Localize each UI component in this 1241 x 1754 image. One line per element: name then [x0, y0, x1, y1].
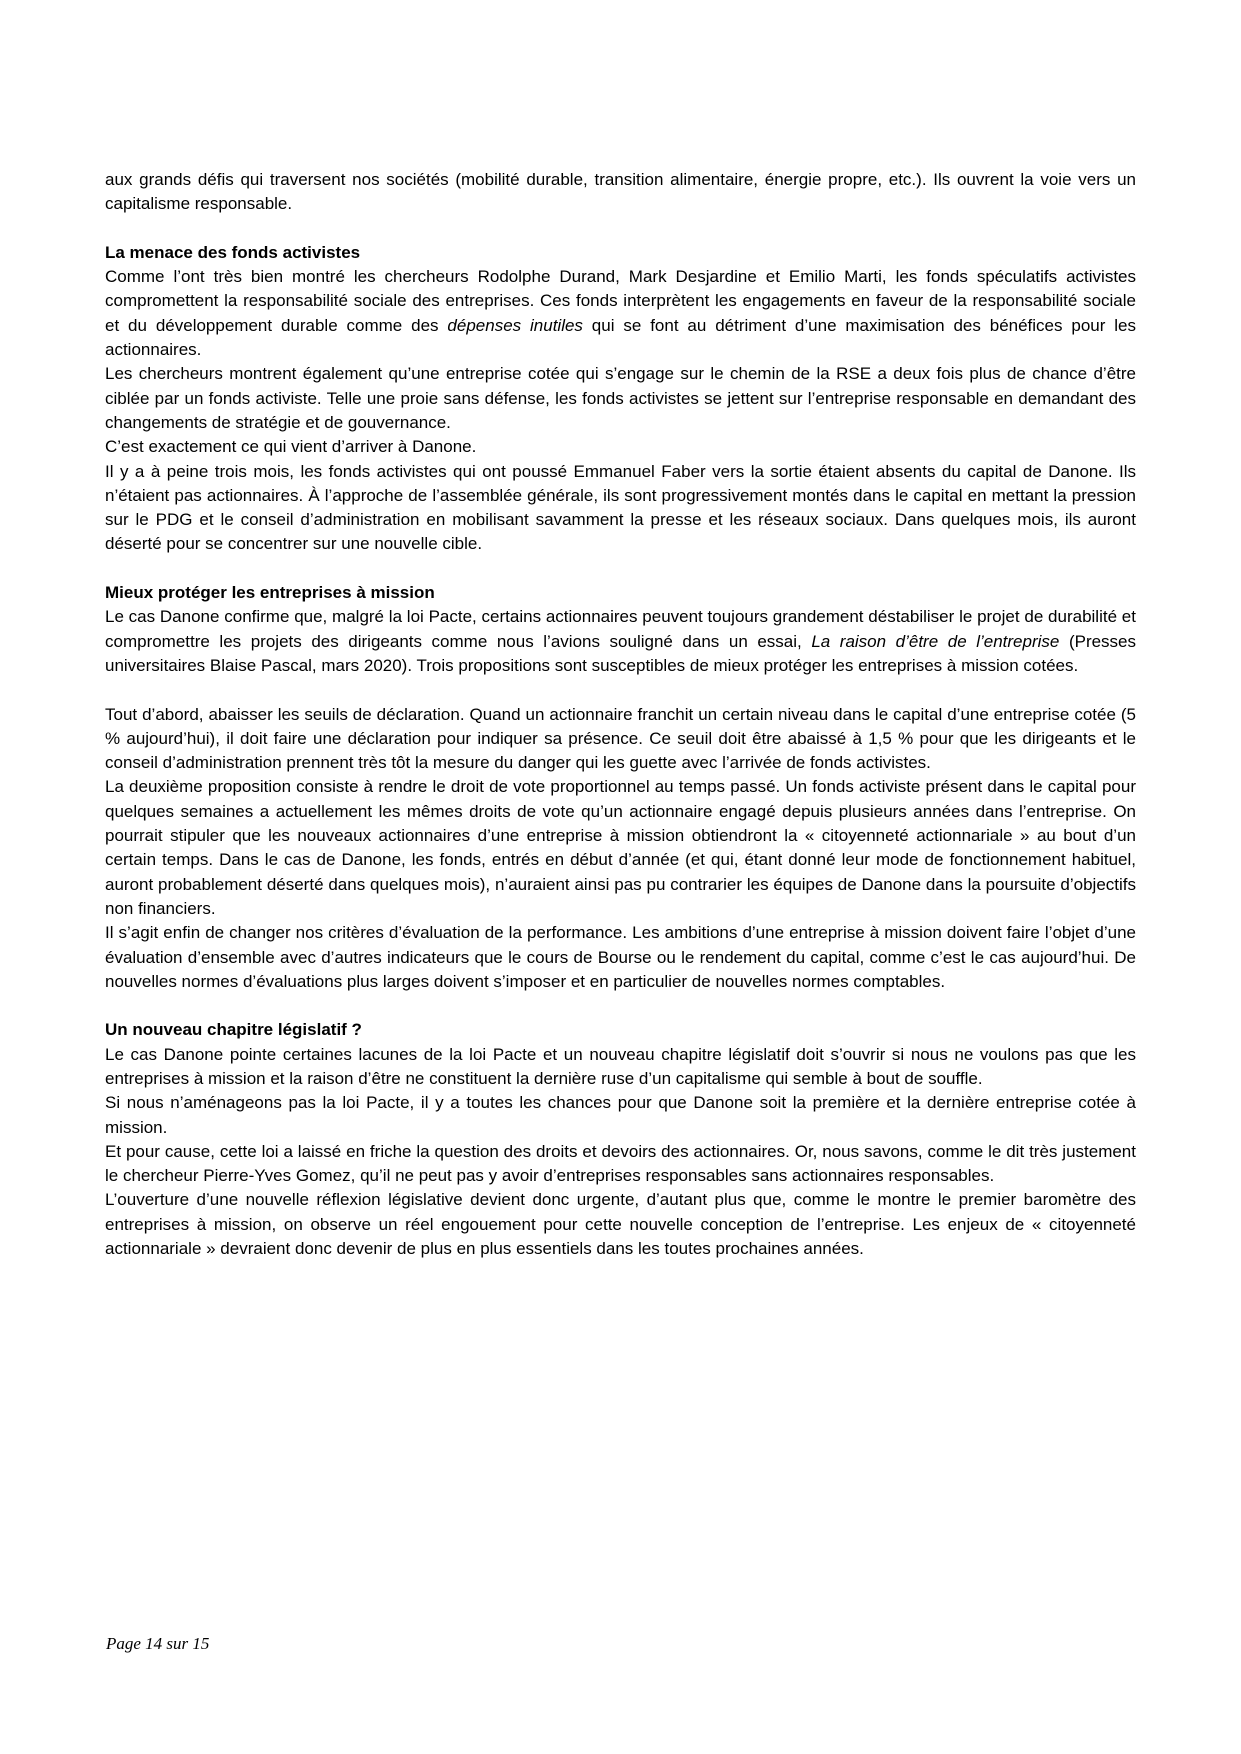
- blank-line: [105, 678, 1136, 702]
- paragraph: Il y a à peine trois mois, les fonds activistes qui ont poussé Emmanuel Faber vers la sortie étaient absents du capital de Danone. Ils n’étaient pas actionnaires. À l’approche de l’assemblée générale, ils sont progressivement montés dans le capital en mettant la pression sur le PDG et le conseil d’administration en mobilisant savamment la presse et les réseaux sociaux. Dans quelques mois, ils auront déserté pour se concentrer sur une nouvelle cible.: [105, 461, 1136, 554]
- paragraph: C’est exactement ce qui vient d’arriver à Danone.: [105, 437, 477, 457]
- blank-line: [105, 217, 1136, 241]
- paragraph: Tout d’abord, abaisser les seuils de déclaration. Quand un actionnaire franchit un certain niveau dans le capital d’une entreprise cotée (5 % aujourd’hui), il doit faire une déclaration pour indiquer sa présence. Ce seuil doit être abaissé à 1,5 % pour que les dirigeants et le conseil d’administration prennent très tôt la mesure du danger qui les guette avec l’arrivée de fonds activistes.: [105, 704, 1136, 773]
- blank-line: [105, 557, 1136, 581]
- document-body: [105, 168, 1136, 1261]
- paragraph: Si nous n’aménageons pas la loi Pacte, il y a toutes les chances pour que Danone soit la première et la dernière entreprise cotée à mission.: [105, 1093, 1136, 1137]
- paragraph: Le cas Danone pointe certaines lacunes de la loi Pacte et un nouveau chapitre législatif doit s’ouvrir si nous ne voulons pas que les entreprises à mission et la raison d’être ne constituent la dernière ruse d’un capitalisme qui semble à bout de souffle.: [105, 1044, 1136, 1088]
- text-run: qui se font au détriment d’une maximisation des bénéfices pour les actionnaires.: [105, 315, 1137, 360]
- text-run: (Presses universitaires Blaise Pascal, mars 2020). Trois propositions sont susceptibles de mieux protéger les entreprises à mission cotées.: [105, 631, 1137, 675]
- page-number: Page 14 sur 15: [106, 1634, 210, 1653]
- paragraph: [105, 605, 1136, 678]
- text-run: Comme l’ont très bien montré les chercheurs Rodolphe Durand, Mark Desjardine et Emilio Marti, les fonds spéculatifs activistes compromettent la responsabilité sociale des entreprises. Ces fonds interprètent les engagements en faveur de la responsabilité sociale et du développement durable comme des: [105, 267, 1136, 335]
- section-heading-nouveau-chapitre-legislatif: Un nouveau chapitre législatif ?: [105, 1020, 362, 1040]
- paragraph: La deuxième proposition consiste à rendre le droit de vote proportionnel au temps passé. Un fonds activiste présent dans le capital pour quelques semaines a actuellement les mêmes droits de vote qu’un actionnaire engagé depuis plusieurs années dans l’entreprise. On pourrait stipuler que les nouveaux actionnaires d’une entreprise à mission obtiendront la « citoyenneté actionnariale » au bout d’un certain temps. Dans le cas de Danone, les fonds, entrés en début d’année (et qui, étant donné leur mode de fonctionnement habituel, auront probablement déserté dans quelques mois), n’auraient ainsi pas pu contrarier les équipes de Danone dans la poursuite d’objectifs non financiers.: [105, 777, 1136, 918]
- paragraph: Il s’agit enfin de changer nos critères d’évaluation de la performance. Les ambitions d’une entreprise à mission doivent faire l’objet d’une évaluation d’ensemble avec d’autres indicateurs que le cours de Bourse ou le rendement du capital, comme c’est le cas aujourd’hui. De nouvelles normes d’évaluations plus larges doivent s’imposer et en particulier de nouvelles normes comptables.: [105, 923, 1136, 991]
- italic-text-run: La raison d’être de l’entreprise: [811, 631, 1060, 651]
- italic-text-run: dépenses inutiles: [447, 315, 583, 335]
- section-heading-proteger-entreprises-mission: Mieux protéger les entreprises à mission: [105, 583, 435, 603]
- paragraph: [105, 265, 1136, 362]
- text-run: Le cas Danone confirme que, malgré la loi Pacte, certains actionnaires peuvent toujours grandement déstabiliser le projet de durabilité et compromettre les projets des dirigeants comme nous l’avions souligné dans un essai,: [105, 607, 1136, 651]
- paragraph: Et pour cause, cette loi a laissé en friche la question des droits et devoirs des actionnaires. Or, nous savons, comme le dit très justement le chercheur Pierre-Yves Gomez, qu’il ne peut pas y avoir d’entreprises responsables sans actionnaires responsables.: [105, 1141, 1136, 1186]
- paragraph: L’ouverture d’une nouvelle réflexion législative devient donc urgente, d’autant plus que, comme le montre le premier baromètre des entreprises à mission, on observe un réel engouement pour cette nouvelle conception de l’entreprise. Les enjeux de « citoyenneté actionnariale » devraient donc devenir de plus en plus essentiels dans les toutes prochaines années.: [105, 1190, 1136, 1259]
- section-heading-menace-fonds-activistes: La menace des fonds activistes: [105, 242, 361, 262]
- blank-line: [105, 994, 1136, 1018]
- paragraph-intro: aux grands défis qui traversent nos sociétés (mobilité durable, transition alimentaire, énergie propre, etc.). Ils ouvrent la voie vers un capitalisme responsable.: [105, 170, 1136, 214]
- paragraph: Les chercheurs montrent également qu’une entreprise cotée qui s’engage sur le chemin de la RSE a deux fois plus de chance d’être ciblée par un fonds activiste. Telle une proie sans défense, les fonds activistes se jettent sur l’entreprise responsable en demandant des changements de stratégie et de gouvernance.: [105, 364, 1136, 432]
